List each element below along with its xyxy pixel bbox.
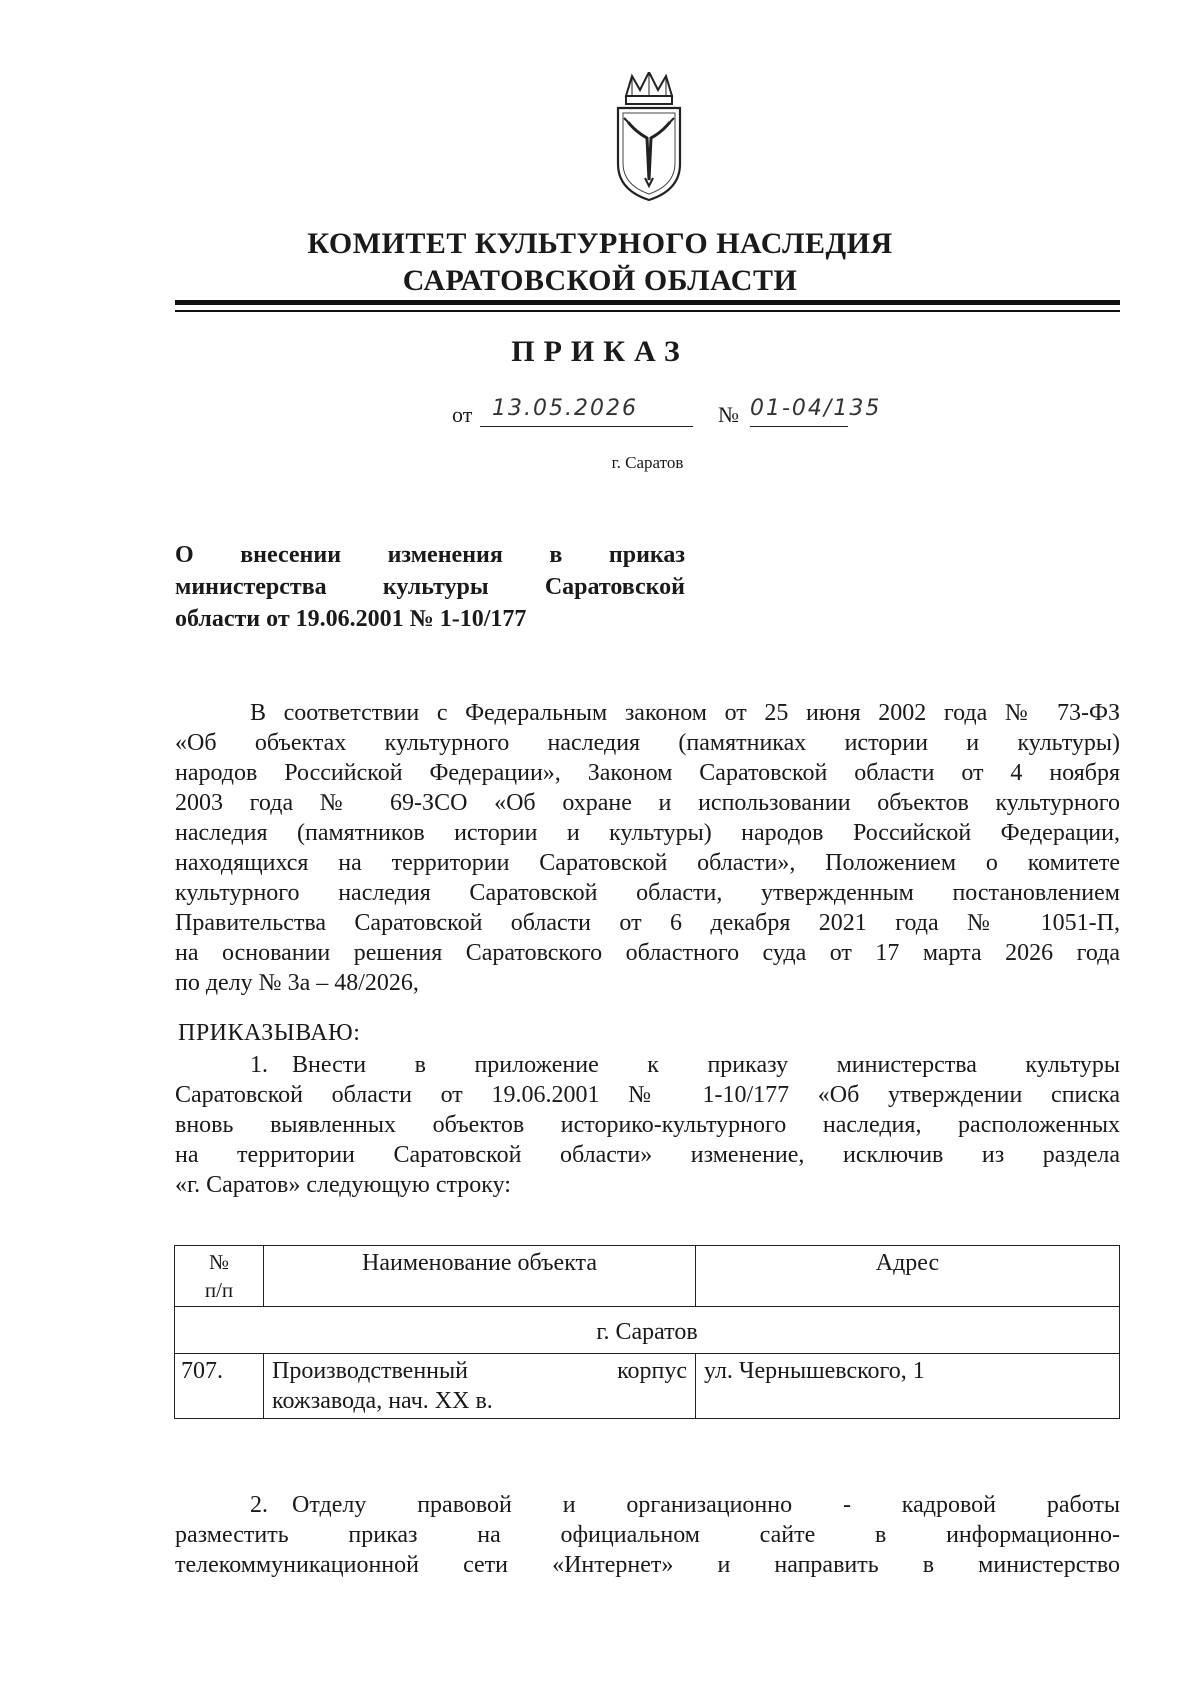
table-header-row — [175, 1246, 1120, 1307]
org-name-line-2: САРАТОВСКОЙ ОБЛАСТИ — [402, 264, 798, 297]
text-line: В соответствии с Федеральным законом от 25 июня 2002 года № 73-ФЗ — [250, 700, 1120, 726]
city-label: г. Саратов — [611, 453, 684, 472]
saratov-coat-of-arms-icon — [614, 72, 684, 202]
date-value: 13.05.2026 — [492, 396, 638, 421]
subject-line: области от 19.06.2001 № 1-10/177 — [175, 606, 527, 632]
header-rule-thick — [175, 300, 1120, 305]
text-line: Правительства Саратовской области от 6 декабря 2021 года № 1051-П, — [175, 910, 1120, 936]
text-line: находящихся на территории Саратовской области», Положением о комитете — [175, 850, 1120, 876]
text-line: культурного наследия Саратовской области, утвержденным постановлением — [175, 880, 1120, 906]
excluded-object-table — [174, 1245, 1120, 1419]
row-cell-number: 707. — [175, 1354, 264, 1419]
header-rule-thin — [175, 310, 1120, 312]
row-cell-address: ул. Чернышевского, 1 — [696, 1354, 1120, 1419]
subject-line: министерства культуры Саратовской — [175, 574, 685, 600]
header-number-sign: № — [208, 1250, 230, 1274]
document-type-title: ПРИКАЗ — [511, 335, 689, 368]
header-number-pp: п/п — [204, 1278, 234, 1302]
header-cell-address: Адрес — [696, 1246, 1120, 1307]
date-underline — [480, 426, 693, 427]
row-cell-name — [264, 1354, 696, 1419]
document-subject — [175, 539, 685, 635]
org-name-line-1: КОМИТЕТ КУЛЬТУРНОГО НАСЛЕДИЯ — [307, 227, 893, 260]
number-value: 01-04/135 — [750, 396, 882, 421]
text-line: 2003 года № 69-ЗСО «Об охране и использовании объектов культурного — [175, 790, 1120, 816]
text-line: «г. Саратов» следующую строку: — [175, 1172, 511, 1198]
text-line: 2. Отделу правовой и организационно - кадровой работы — [250, 1492, 1120, 1518]
text-line: на территории Саратовской области» изменение, исключив из раздела — [175, 1142, 1120, 1168]
date-label: от — [452, 402, 473, 427]
text-line: наследия (памятников истории и культуры) народов Российской Федерации, — [175, 820, 1120, 846]
number-underline — [750, 426, 848, 427]
text-line: 1. Внести в приложение к приказу министерства культуры — [250, 1052, 1120, 1078]
row-name-line: Производственный корпус — [272, 1358, 687, 1384]
table-section-row — [175, 1307, 1120, 1354]
date-number-row — [0, 396, 1200, 436]
header-cell-number — [175, 1246, 264, 1307]
text-line: Саратовской области от 19.06.2001 № 1-10/177 «Об утверждении списка — [175, 1082, 1120, 1108]
preamble-paragraph — [175, 698, 1120, 998]
table-row — [175, 1354, 1120, 1419]
text-line: на основании решения Саратовского областного суда от 17 марта 2026 года — [175, 940, 1120, 966]
subject-line: О внесении изменения в приказ — [175, 542, 685, 568]
text-line: вновь выявленных объектов историко-культурного наследия, расположенных — [175, 1112, 1120, 1138]
text-line: «Об объектах культурного наследия (памятниках истории и культуры) — [175, 730, 1120, 756]
text-line: разместить приказ на официальном сайте в информационно- — [175, 1522, 1120, 1548]
header-cell-name: Наименование объекта — [264, 1246, 696, 1307]
item-2-paragraph — [175, 1490, 1120, 1580]
text-line: народов Российской Федерации», Законом Саратовской области от 4 ноября — [175, 760, 1120, 786]
number-label: № — [718, 402, 739, 427]
section-cell-city: г. Саратов — [175, 1307, 1120, 1354]
text-line: телекоммуникационной сети «Интернет» и направить в министерство — [175, 1552, 1120, 1578]
row-name-line: кожзавода, нач. XX в. — [272, 1388, 493, 1414]
item-1-paragraph — [175, 1050, 1120, 1200]
order-word: ПРИКАЗЫВАЮ: — [178, 1020, 361, 1046]
text-line: по делу № 3а – 48/2026, — [175, 970, 419, 996]
